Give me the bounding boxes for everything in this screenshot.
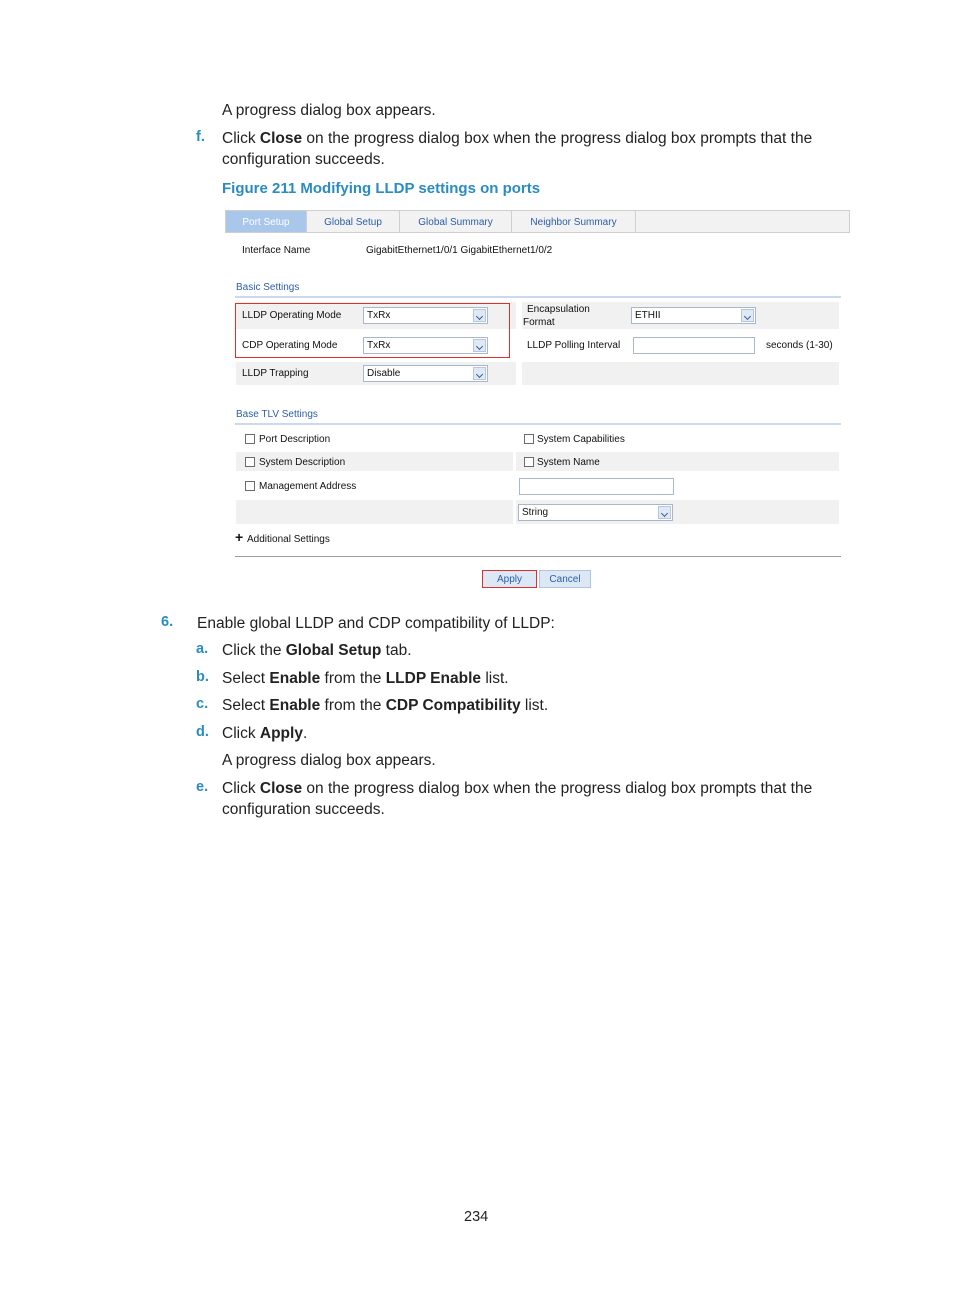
polling-interval-label: LLDP Polling Interval — [527, 340, 621, 351]
step-d-marker: d. — [196, 724, 209, 740]
step-d-text — [222, 723, 307, 744]
additional-settings-link[interactable]: Additional Settings — [247, 534, 330, 545]
tlv-settings-title: Base TLV Settings — [236, 409, 318, 420]
apply-button[interactable]: Apply — [482, 570, 537, 588]
step-f-line2: configuration succeeds. — [222, 151, 385, 168]
step-d-post: . — [302, 725, 308, 742]
system-capabilities-checkbox[interactable] — [524, 434, 534, 444]
management-address-input[interactable] — [519, 478, 674, 495]
chevron-down-icon — [658, 506, 671, 519]
interface-name-label: Interface Name — [242, 245, 311, 256]
step-e-text — [222, 778, 812, 799]
progress-text-2: A progress dialog box appears. — [222, 752, 436, 769]
divider — [235, 556, 841, 557]
basic-settings-title: Basic Settings — [236, 282, 300, 293]
port-description-checkbox[interactable] — [245, 434, 255, 444]
tab-bar — [225, 210, 850, 233]
row-bg — [522, 362, 839, 385]
system-description-checkbox[interactable] — [245, 457, 255, 467]
step-f-marker: f. — [196, 129, 205, 145]
encapsulation-format-select[interactable] — [631, 307, 756, 324]
step-f-bold: Close — [259, 130, 303, 147]
step-c-pre: Select — [222, 697, 270, 714]
step-e-bold: Close — [259, 780, 303, 797]
system-name-checkbox[interactable] — [524, 457, 534, 467]
step-f-rest: on the progress dialog box when the progress dialog box prompts that the — [302, 130, 813, 147]
basic-settings-divider — [235, 296, 841, 298]
lldp-trapping-label: LLDP Trapping — [242, 368, 309, 379]
step-c-text — [222, 695, 548, 716]
system-name-label: System Name — [537, 457, 600, 468]
step-d-bold: Apply — [259, 725, 303, 742]
chevron-down-icon — [741, 309, 754, 322]
system-capabilities-label: System Capabilities — [537, 434, 625, 445]
interface-name-value: GigabitEthernet1/0/1 GigabitEthernet1/0/2 — [366, 245, 553, 256]
step-c-post: list. — [520, 697, 549, 714]
step-f-text — [222, 128, 812, 149]
step-a-text — [222, 640, 412, 661]
encapsulation-format-value: ETHII — [635, 310, 661, 321]
step-e-rest: on the progress dialog box when the progress dialog box prompts that the — [302, 780, 813, 797]
lldp-trapping-value: Disable — [367, 368, 401, 379]
management-address-format-select[interactable] — [518, 504, 673, 521]
lldp-trapping-select[interactable] — [363, 365, 488, 382]
system-description-label: System Description — [259, 457, 346, 468]
encapsulation-label: Encapsulation — [527, 304, 590, 315]
lldp-operating-mode-label: LLDP Operating Mode — [242, 310, 342, 321]
step-b-post: list. — [481, 670, 509, 687]
management-address-format-value: String — [522, 507, 549, 518]
step-6-marker: 6. — [161, 614, 174, 630]
step-b-text — [222, 668, 509, 689]
tab-port-setup[interactable]: Port Setup — [226, 211, 307, 232]
step-c-mid: from the — [320, 697, 386, 714]
step-6-text: Enable global LLDP and CDP compatibility of LLDP: — [197, 615, 555, 632]
step-b-mid: from the — [320, 670, 386, 687]
polling-interval-unit: seconds (1-30) — [766, 340, 833, 351]
row-bg — [236, 500, 513, 524]
step-b-bold2: LLDP Enable — [385, 670, 482, 687]
plus-icon[interactable]: + — [235, 529, 244, 545]
step-a-bold: Global Setup — [285, 642, 382, 659]
management-address-label: Management Address — [259, 481, 357, 492]
step-e-pre: Click — [222, 780, 260, 797]
cdp-operating-mode-value: TxRx — [367, 340, 391, 351]
cdp-operating-mode-label: CDP Operating Mode — [242, 340, 338, 351]
encapsulation-label-line2: Format — [523, 317, 555, 328]
tlv-settings-divider — [235, 423, 841, 425]
highlight-box — [235, 303, 510, 358]
step-b-marker: b. — [196, 669, 209, 685]
step-e-marker: e. — [196, 779, 209, 795]
tab-global-summary[interactable]: Global Summary — [400, 211, 512, 232]
lldp-operating-mode-value: TxRx — [367, 310, 391, 321]
tab-global-setup[interactable]: Global Setup — [307, 211, 400, 232]
step-b-bold1: Enable — [269, 670, 321, 687]
cancel-button[interactable]: Cancel — [539, 570, 591, 588]
step-c-bold2: CDP Compatibility — [385, 697, 521, 714]
page-number: 234 — [464, 1209, 489, 1225]
step-d-pre: Click — [222, 725, 260, 742]
step-e-line2: configuration succeeds. — [222, 801, 385, 818]
progress-text: A progress dialog box appears. — [222, 102, 436, 119]
step-a-marker: a. — [196, 641, 209, 657]
tab-neighbor-summary[interactable]: Neighbor Summary — [512, 211, 636, 232]
step-c-marker: c. — [196, 696, 209, 712]
figure-caption: Figure 211 Modifying LLDP settings on ports — [222, 180, 541, 197]
step-f-pre: Click — [222, 130, 260, 147]
step-a-post: tab. — [381, 642, 412, 659]
port-description-label: Port Description — [259, 434, 331, 445]
step-a-pre: Click the — [222, 642, 286, 659]
chevron-down-icon — [473, 367, 486, 380]
management-address-checkbox[interactable] — [245, 481, 255, 491]
step-b-pre: Select — [222, 670, 270, 687]
step-c-bold1: Enable — [269, 697, 321, 714]
polling-interval-input[interactable] — [633, 337, 755, 354]
